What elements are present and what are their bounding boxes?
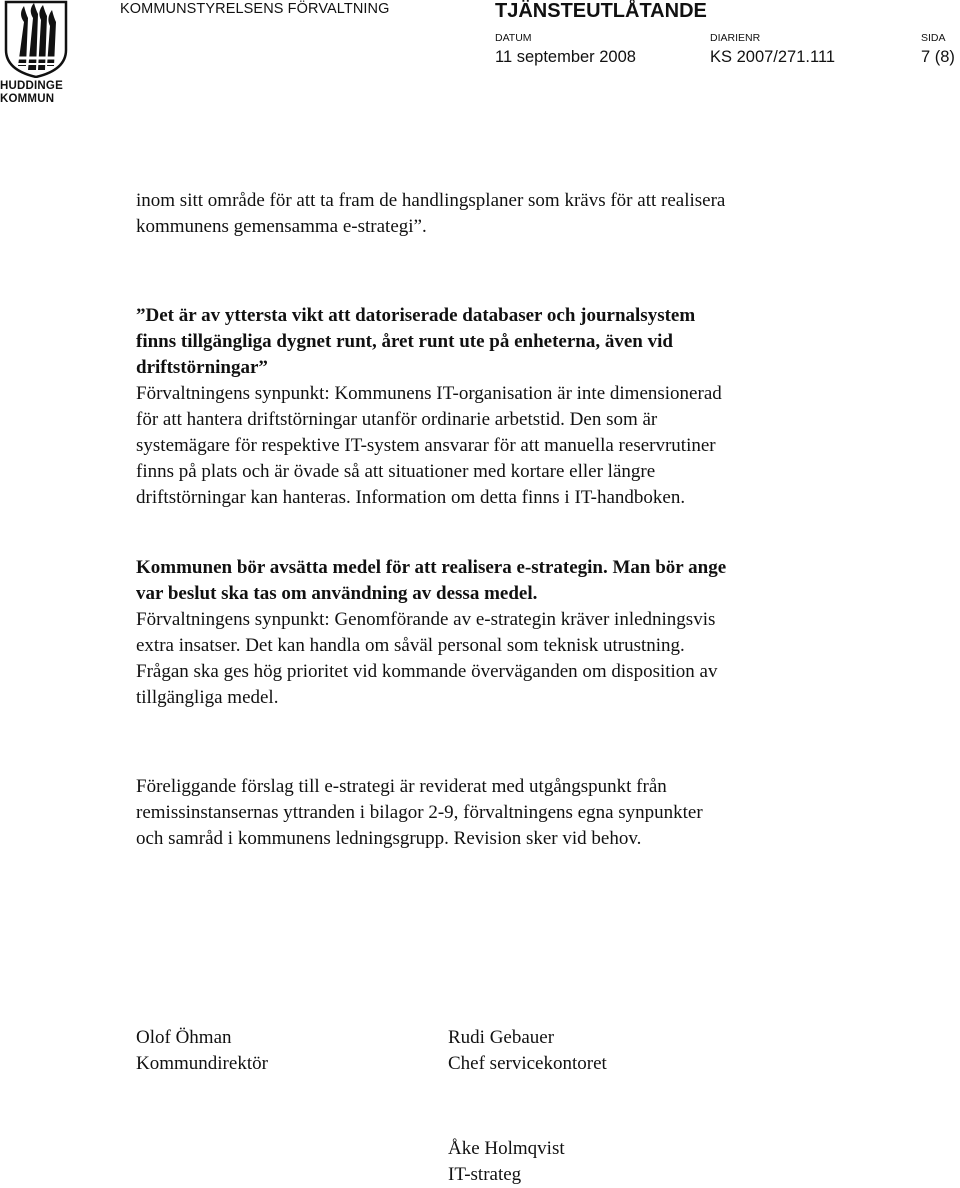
signature-block-kommundirektor (136, 1025, 268, 1077)
signatory-name: Olof Öhman (136, 1027, 232, 1048)
signatory-name: Åke Holmqvist (448, 1138, 565, 1159)
heading-line: Kommunen bör avsätta medel för att realisera e-strategin. Man bör ange (136, 557, 727, 578)
section-text-driftstorningar (136, 381, 722, 511)
signatory-title: Chef servicekontoret (448, 1053, 607, 1074)
text-line: för att hantera driftstörningar utanför ordinarie arbetstid. Den som är (136, 409, 658, 430)
page-number-value: 7 (8) (921, 48, 955, 66)
text-line: Frågan ska ges hög prioritet vid kommande överväganden om disposition av (136, 661, 718, 682)
text-line: extra insatser. Det kan handla om såväl personal som teknisk utrustning. (136, 635, 685, 656)
text-line: Förvaltningens synpunkt: Genomförande av e-strategin kräver inledningsvis (136, 609, 716, 630)
reg-number-value: KS 2007/271.111 (710, 48, 836, 66)
organization-name: KOMMUNSTYRELSENS FÖRVALTNING (120, 1, 390, 17)
signature-block-it-strateg (448, 1136, 565, 1188)
text-line: tillgängliga medel. (136, 687, 279, 708)
text-line: och samråd i kommunens ledningsgrupp. Revision sker vid behov. (136, 828, 642, 849)
signatory-name: Rudi Gebauer (448, 1027, 555, 1048)
text-line: remissinstansernas yttranden i bilagor 2-9, förvaltningens egna synpunkter (136, 802, 703, 823)
text-line: inom sitt område för att ta fram de handlingsplaner som krävs för att realisera (136, 190, 726, 211)
text-line: Föreliggande förslag till e-strategi är reviderat med utgångspunkt från (136, 776, 667, 797)
signatory-title: Kommundirektör (136, 1053, 268, 1074)
section-text-medel (136, 607, 718, 711)
text-line: Förvaltningens synpunkt: Kommunens IT-organisation är inte dimensionerad (136, 383, 722, 404)
heading-line: var beslut ska tas om användning av dessa medel. (136, 583, 538, 604)
paragraph-intro-continuation (136, 188, 725, 240)
coat-of-arms-icon (4, 0, 68, 78)
date-value: 11 september 2008 (495, 48, 636, 66)
text-line: finns på plats och är övade så att situationer med kortare eller längre (136, 461, 656, 482)
text-line: kommunens gemensamma e-strategi”. (136, 216, 427, 237)
signature-block-servicekontoret (448, 1025, 607, 1077)
page-label: SIDA (921, 32, 946, 44)
logo-line-2: KOMMUN (0, 93, 55, 105)
signatory-title: IT-strateg (448, 1164, 522, 1185)
paragraph-revision (136, 774, 703, 852)
text-line: systemägare för respektive IT-system ansvarar för att manuella reservrutiner (136, 435, 716, 456)
section-heading-driftstorningar (136, 303, 695, 381)
logo-line-1: HUDDINGE (0, 80, 63, 92)
document-type: TJÄNSTEUTLÅTANDE (495, 0, 707, 22)
heading-line: ”Det är av yttersta vikt att datoriserade databaser och journalsystem (136, 305, 696, 326)
date-label: DATUM (495, 32, 532, 44)
text-line: driftstörningar kan hanteras. Information om detta finns i IT-handboken. (136, 487, 686, 508)
logo-wordmark (0, 80, 72, 106)
section-heading-medel (136, 555, 726, 607)
heading-line: driftstörningar” (136, 357, 268, 378)
heading-line: finns tillgängliga dygnet runt, året runt ute på enheterna, även vid (136, 331, 673, 352)
reg-number-label: DIARIENR (710, 32, 761, 44)
